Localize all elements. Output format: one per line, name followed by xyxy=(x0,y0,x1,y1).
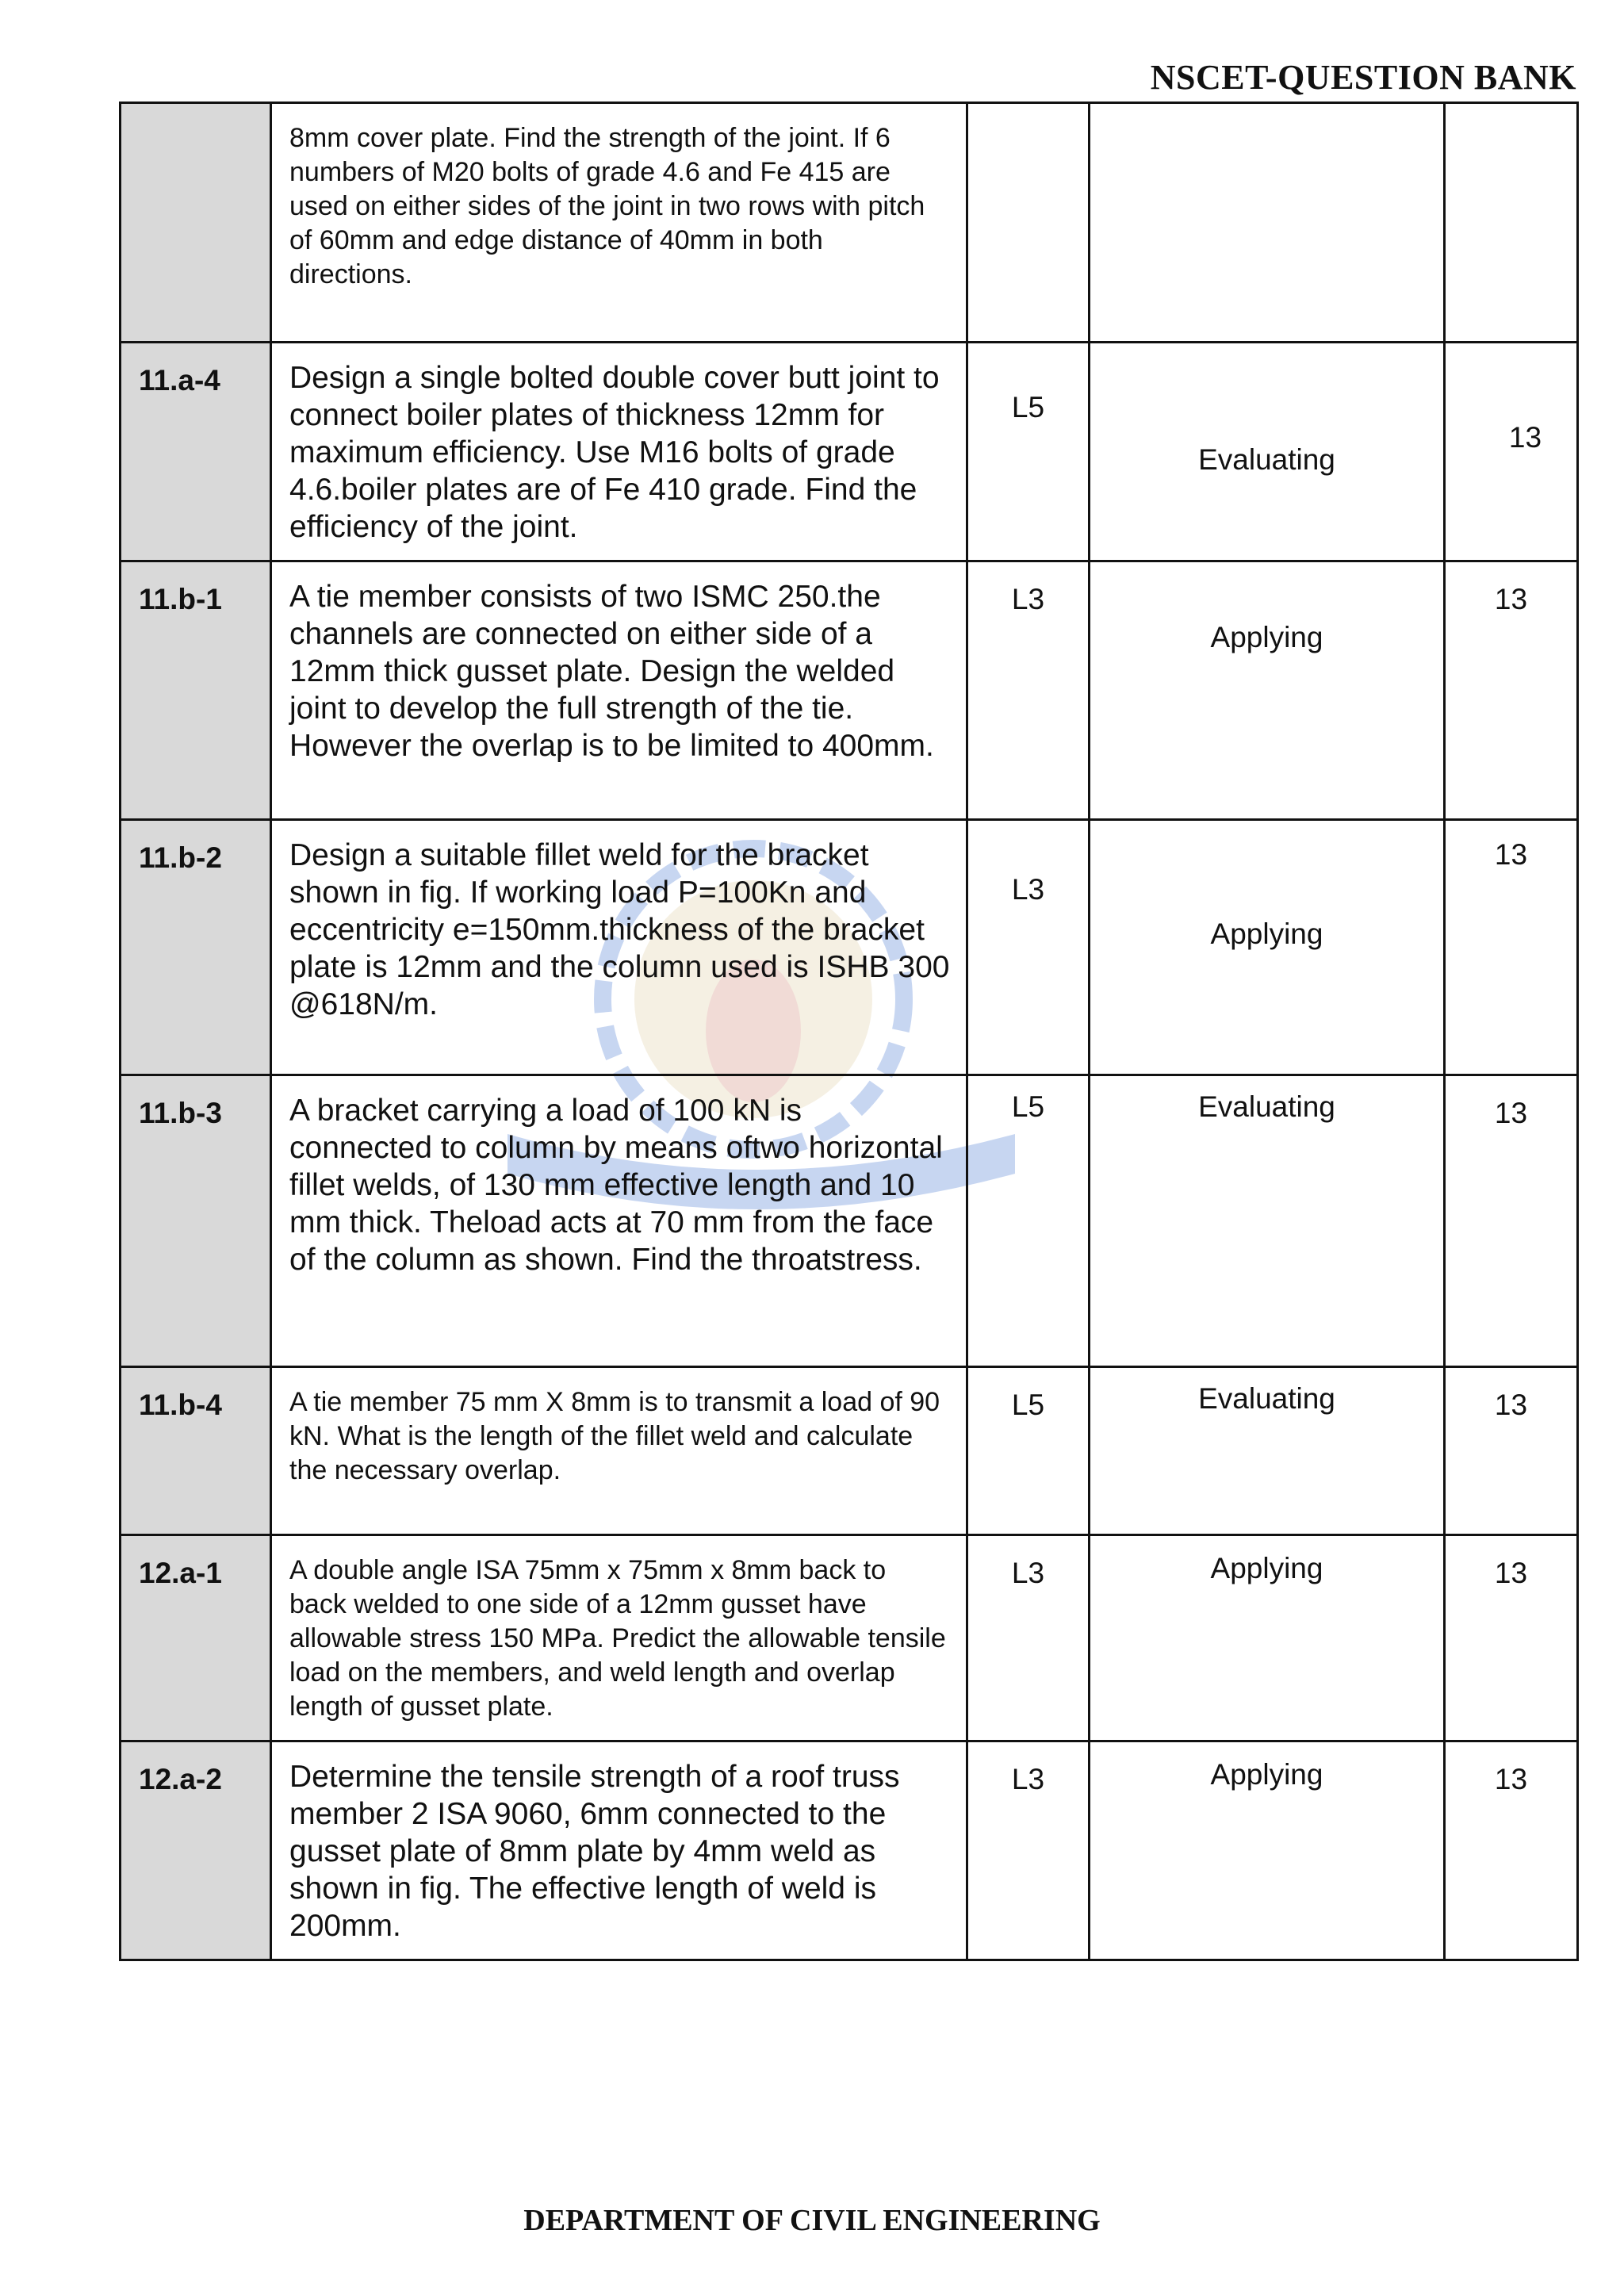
table-row xyxy=(121,820,1578,1075)
marks-cell xyxy=(1445,820,1578,1075)
marks-label: 13 xyxy=(1494,1763,1528,1795)
level-label: L3 xyxy=(1011,873,1045,906)
table-row xyxy=(121,1535,1578,1741)
question-text: A tie member consists of two ISMC 250.the channels are connected on either side of a 12mm thick gusset plate. Design the welded joint to develop the full strength of the tie. However the overlap is to be limited to 400mm. xyxy=(271,561,967,820)
question-text: A double angle ISA 75mm x 75mm x 8mm back to back welded to one side of a 12mm gusset have allowable stress 150 MPa. Predict the allowable tensile load on the members, and weld length and overlap length of gusset plate. xyxy=(271,1535,967,1741)
question-text: A bracket carrying a load of 100 kN is connected to column by means oftwo horizontal fillet welds, of 130 mm effective length and 10 mm thick. Theload acts at 70 mm from the face of the column as shown. Find the throatstress. xyxy=(271,1075,967,1367)
category-label: Evaluating xyxy=(1198,443,1335,476)
marks-label: 13 xyxy=(1508,421,1542,454)
marks-cell xyxy=(1445,1535,1578,1741)
marks-label: 13 xyxy=(1494,1557,1528,1589)
question-number: 11.a-4 xyxy=(121,343,271,561)
table-row xyxy=(121,1741,1578,1960)
level-cell xyxy=(967,561,1090,820)
category-cell xyxy=(1090,1741,1445,1960)
marks-label: 13 xyxy=(1494,1389,1528,1421)
page-footer-department: DEPARTMENT OF CIVIL ENGINEERING xyxy=(523,2204,1101,2237)
marks-cell xyxy=(1445,561,1578,820)
marks-label: 13 xyxy=(1494,838,1528,871)
level-cell xyxy=(967,1535,1090,1741)
question-text: Design a suitable fillet weld for the bracket shown in fig. If working load P=100Kn and eccentricity e=150mm.thickness of the bracket plate is 12mm and the column used is ISHB 300 @618N/m. xyxy=(271,820,967,1075)
level-cell xyxy=(967,1075,1090,1367)
marks-cell xyxy=(1445,343,1578,561)
category-label: Applying xyxy=(1210,621,1323,653)
category-cell xyxy=(1090,343,1445,561)
marks-label: 13 xyxy=(1494,1097,1528,1129)
category-cell xyxy=(1090,1075,1445,1367)
category-label: Evaluating xyxy=(1198,1090,1335,1123)
question-number: 12.a-1 xyxy=(121,1535,271,1741)
category-label: Applying xyxy=(1210,918,1323,950)
category-cell xyxy=(1090,561,1445,820)
marks-cell xyxy=(1445,1367,1578,1535)
marks-cell xyxy=(1445,103,1578,343)
category-label: Evaluating xyxy=(1198,1382,1335,1415)
marks-cell xyxy=(1445,1741,1578,1960)
question-text: A tie member 75 mm X 8mm is to transmit a load of 90 kN. What is the length of the fillet weld and calculate the necessary overlap. xyxy=(271,1367,967,1535)
level-label: L5 xyxy=(1011,1090,1045,1123)
level-label: L3 xyxy=(1011,1763,1045,1795)
page-header-title: NSCET-QUESTION BANK xyxy=(1150,58,1576,97)
category-label: Applying xyxy=(1210,1552,1323,1584)
question-number: 11.b-1 xyxy=(121,561,271,820)
category-cell xyxy=(1090,820,1445,1075)
table-row xyxy=(121,1075,1578,1367)
level-cell xyxy=(967,1741,1090,1960)
category-cell xyxy=(1090,1535,1445,1741)
question-number: 11.b-2 xyxy=(121,820,271,1075)
level-cell xyxy=(967,103,1090,343)
level-label: L3 xyxy=(1011,1557,1045,1589)
table-row xyxy=(121,1367,1578,1535)
level-label: L5 xyxy=(1011,1389,1045,1421)
table-row xyxy=(121,103,1578,343)
question-number: 11.b-3 xyxy=(121,1075,271,1367)
category-cell xyxy=(1090,103,1445,343)
table-row xyxy=(121,561,1578,820)
question-text: 8mm cover plate. Find the strength of the joint. If 6 numbers of M20 bolts of grade 4.6 and Fe 415 are used on either sides of the joint in two rows with pitch of 60mm and edge distance of 40mm in both directions. xyxy=(271,103,967,343)
question-text: Design a single bolted double cover butt joint to connect boiler plates of thickness 12mm for maximum efficiency. Use M16 bolts of grade 4.6.boiler plates are of Fe 410 grade. Find the efficiency of the joint. xyxy=(271,343,967,561)
question-number xyxy=(121,103,271,343)
level-cell xyxy=(967,820,1090,1075)
question-number: 11.b-4 xyxy=(121,1367,271,1535)
table-row xyxy=(121,343,1578,561)
level-label: L3 xyxy=(1011,583,1045,615)
category-label: Applying xyxy=(1210,1758,1323,1791)
question-text: Determine the tensile strength of a roof truss member 2 ISA 9060, 6mm connected to the gusset plate of 8mm plate by 4mm weld as shown in fig. The effective length of weld is 200mm. xyxy=(271,1741,967,1960)
marks-label: 13 xyxy=(1494,583,1528,615)
question-number: 12.a-2 xyxy=(121,1741,271,1960)
level-cell xyxy=(967,1367,1090,1535)
category-cell xyxy=(1090,1367,1445,1535)
marks-cell xyxy=(1445,1075,1578,1367)
question-bank-table xyxy=(119,102,1579,1961)
level-cell xyxy=(967,343,1090,561)
level-label: L5 xyxy=(1011,391,1045,423)
